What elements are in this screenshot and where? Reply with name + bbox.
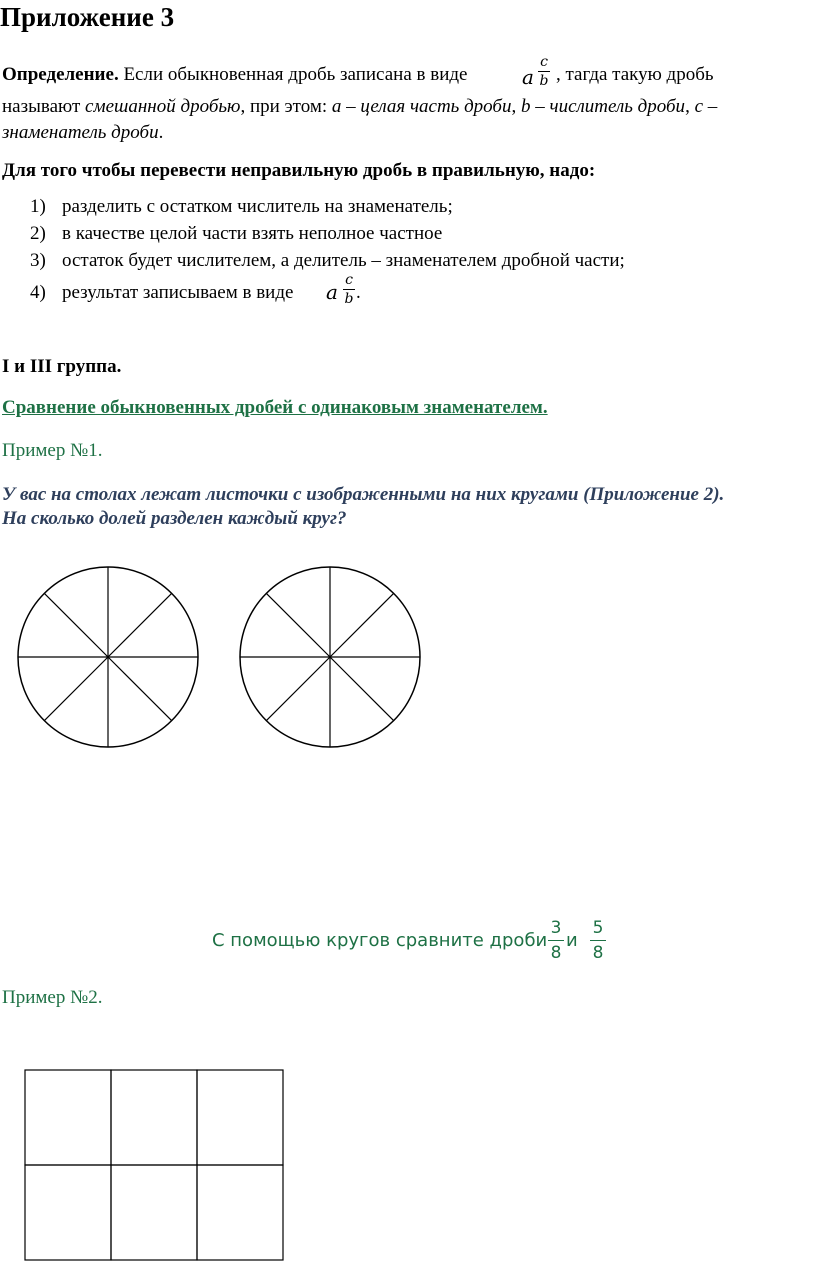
sector-divider [330, 657, 394, 721]
list-item-number: 1) [30, 196, 46, 217]
list-item [30, 196, 453, 218]
fraction-denominator: 8 [592, 943, 604, 963]
definition-label: Определение. [2, 64, 119, 85]
step-formula-fraction [343, 272, 355, 307]
definition-text-after: , тагда такую дробь [556, 64, 714, 85]
list-item [30, 223, 442, 245]
sector-divider [266, 657, 330, 721]
grid-cell [197, 1165, 283, 1260]
group-heading: I и III группа. [2, 356, 122, 377]
list-item-text: в качестве целой части взять неполное частное [62, 223, 443, 244]
step-formula-period: . [356, 282, 361, 303]
howto-heading: Для того чтобы перевести неправильную дробь в правильную, надо: [2, 160, 596, 181]
example2-label: Пример №2. [2, 987, 103, 1008]
list-item [30, 250, 625, 272]
denominator-term: c – [694, 96, 718, 117]
definition-formula-whole: a [522, 65, 534, 89]
sector-divider [266, 593, 330, 657]
step-formula-numerator: c [345, 272, 353, 288]
definition-formula-numerator: c [540, 54, 548, 70]
list-item-text: результат записываем в виде [62, 282, 294, 303]
compare-and: и [566, 930, 578, 951]
sector-divider [44, 657, 108, 721]
definition-line-1 [2, 60, 467, 90]
list-item-number: 3) [30, 250, 46, 271]
denominator-term-end: знаменатель дроби [2, 122, 159, 143]
list-item-text: разделить с остатком числитель на знаменатель; [62, 196, 453, 217]
compare-fraction-2 [590, 918, 606, 963]
definition-text-before: Если обыкновенная дробь записана в виде [118, 64, 468, 85]
numerator-term: b – числитель дроби [521, 96, 686, 117]
circles-group [18, 567, 420, 747]
list-item [30, 282, 293, 304]
grid-cell [111, 1070, 197, 1165]
topic-heading: Сравнение обыкновенных дробей с одинаковым знаменателем. [2, 397, 548, 418]
page-title: Приложение 3 [0, 2, 175, 32]
sector-divider [108, 593, 172, 657]
question-line-1: У вас на столах лежат листочки с изображенными на них кругами (Приложение 2). [2, 484, 725, 505]
grid-cell [25, 1070, 111, 1165]
fraction-denominator: 8 [550, 943, 562, 963]
sector-divider [330, 593, 394, 657]
definition-text: , при этом: [240, 96, 332, 117]
fraction-bar [548, 940, 564, 941]
list-item-text: остаток будет числителем, а делитель – знаменателем дробной части; [62, 250, 625, 271]
compare-fraction-1 [548, 918, 564, 963]
rectangle-grid [23, 1068, 285, 1262]
grid-cell [111, 1165, 197, 1260]
example1-label: Пример №1. [2, 440, 103, 461]
definition-text: , [685, 96, 695, 117]
definition-line-3 [2, 118, 163, 148]
step-formula-denominator: b [344, 291, 354, 307]
compare-text: С помощью кругов сравните дроби [212, 930, 548, 951]
grid-group [25, 1070, 283, 1260]
whole-part-term: a – целая часть дроби [331, 96, 512, 117]
fraction-circles [0, 540, 440, 760]
fraction-numerator: 5 [592, 918, 604, 938]
definition-text: , [511, 96, 521, 117]
step-formula-whole: a [326, 280, 338, 304]
mixed-fraction-term: смешанной дробью [85, 96, 241, 117]
list-item-number: 2) [30, 223, 46, 244]
fraction-bar [590, 940, 606, 941]
list-item-number: 4) [30, 282, 46, 303]
fraction-numerator: 3 [550, 918, 562, 938]
grid-cell [25, 1165, 111, 1260]
grid-cell [197, 1070, 283, 1165]
fraction-bar [343, 289, 355, 290]
fraction-bar [538, 71, 550, 72]
question-line-2: На сколько долей разделен каждый круг? [2, 508, 347, 529]
definition-formula-denominator: b [539, 73, 549, 89]
definition-text: называют [2, 96, 86, 117]
definition-text: . [158, 122, 164, 143]
definition-formula-fraction [538, 54, 550, 89]
compare-instruction [212, 930, 547, 951]
question [2, 483, 724, 531]
sector-divider [108, 657, 172, 721]
sector-divider [44, 593, 108, 657]
